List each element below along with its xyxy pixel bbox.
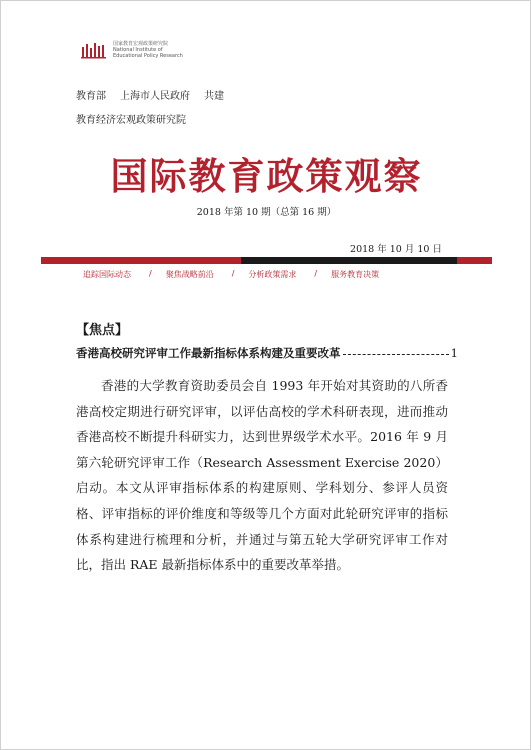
header-rule-accent-left [41,257,241,264]
toc-entry-title[interactable]: 香港高校研究评审工作最新指标体系构建及重要改革 [76,346,341,360]
logo-wordmark [113,41,183,59]
publication-title: 国际教育政策观察 [110,154,423,198]
logo-name-en-1: National Institute of [113,47,163,53]
header-rule [41,257,492,264]
sponsor-3: 共建 [204,91,224,102]
logo-name-cn: 国家教育宏观政策研究院 [113,41,169,47]
toc-leader-dots [343,354,449,355]
slogan-item: 聚焦战略前沿 [165,270,214,279]
logo-name-en-2: Educational Policy Research [113,53,183,59]
focus-heading: 【焦点】 [76,323,129,338]
slogan-separator: / [231,269,235,278]
slogan-item: 分析政策需求 [248,270,297,279]
slogan-item: 追踪国际动态 [83,270,131,279]
header-rule-accent-right [457,257,492,264]
sponsor-1: 教育部 [76,91,106,102]
institute-logo [81,41,183,59]
slogan-separator: / [149,269,152,278]
issue-number: 2018 年第 10 期（总第 16 期） [196,207,337,218]
toc-entry[interactable] [76,345,458,361]
logo-emblem-icon [81,41,107,59]
toc-entry-page: 1 [450,346,458,360]
slogan-separator: / [314,269,318,278]
slogan-bar [83,269,379,280]
publication-date: 2018 年 10 月 10 日 [350,244,442,255]
organization: 教育经济宏观政策研究院 [76,115,186,126]
sponsors-line [76,87,238,102]
abstract-paragraph: 香港的大学教育资助委员会自 1993 年开始对其资助的八所香港高校定期进行研究评审，以评估高校的学术科研表现，进而推动香港高校不断提升科研实力，达到世界级学术水平。2016 年 9 月第六轮研究评审工作（Research Assessment Exercise 2020）启动。本文从评审指标体系的构建原则、学科划分、参评人员资格、评审指标的评价维度和等级等几个方面对此轮研究评审的指标体系构建进行梳理和分析，并通过与第五轮大学研究评审工作对比，指出 RAE 最新指标体系中的重要改革举措。 [76,378,448,573]
sponsor-2: 上海市人民政府 [120,91,190,102]
slogan-item: 服务教育决策 [331,270,380,279]
